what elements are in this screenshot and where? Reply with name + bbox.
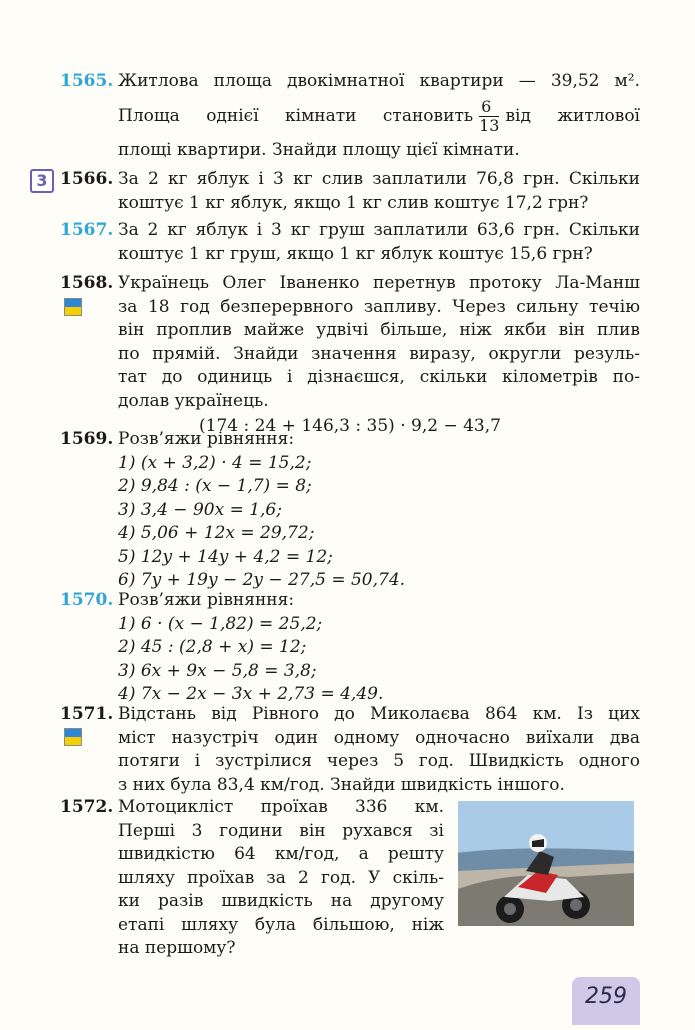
problem-1571: [60, 703, 640, 795]
text-line: тат до одиниць і дізнаєшся, скільки кілометрів по-: [118, 367, 640, 387]
text-line: він проплив майже удвічі більше, ніж якби він плив: [118, 320, 640, 340]
problem-text: [118, 272, 640, 439]
text-line-fraction: Площа однієї кімнати становить $\frac{6}{13}$ від житлової: [118, 96, 640, 135]
list-item: 6) 7y + 19y − 2y − 27,5 = 50,74.: [118, 570, 406, 590]
problem-text: [118, 796, 444, 961]
problem-text: [118, 168, 640, 215]
problem-number: 1570.: [60, 590, 114, 610]
list-item: 4) 7x − 2x − 3x + 2,73 = 4,49.: [118, 684, 384, 704]
text-line: Мотоцикліст проїхав 336 км.: [118, 797, 444, 817]
text-line: міст назустріч один одному одночасно виїхали два: [118, 727, 640, 748]
text-line: потяги і зустрілися через 5 год. Швидкість одного: [118, 751, 640, 771]
problem-text: [118, 428, 640, 593]
ukraine-flag-icon: [64, 728, 82, 746]
problem-1566: [60, 168, 640, 213]
motorcycle-illustration: [458, 801, 634, 926]
list-item: 4) 5,06 + 12x = 29,72;: [118, 523, 315, 543]
text-line: етапі шляху була більшою, ніж: [118, 914, 444, 935]
problem-number: 1565.: [60, 71, 114, 91]
ukraine-flag-icon: [64, 298, 82, 316]
problem-text: [118, 219, 640, 266]
list-item: 2) 9,84 : (x − 1,7) = 8;: [118, 476, 312, 496]
text-line: Житлова площа двокімнатної квартири — 39,52 м².: [118, 71, 640, 91]
problem-number: 1566.: [60, 169, 114, 189]
list-item: 1) (x + 3,2) · 4 = 15,2;: [118, 452, 312, 473]
list-item: 5) 12y + 14y + 4,2 = 12;: [118, 546, 333, 567]
problem-title: Розв’яжи рівняння:: [118, 590, 295, 610]
text-line: швидкістю 64 км/год, а решту: [118, 844, 444, 864]
text-line: шляху проїхав за 2 год. У скіль-: [118, 867, 444, 888]
text-line: За 2 кг яблук і 3 кг слив заплатили 76,8 грн. Скільки: [118, 169, 640, 189]
text-line: долав українець.: [118, 390, 269, 411]
problem-1568: [60, 272, 640, 436]
text-line: ки разів швидкість на другому: [118, 891, 444, 911]
text-line: за 18 год безперервного запливу. Через сильну течію: [118, 296, 640, 317]
equation-list: [118, 452, 640, 593]
problem-1572: [60, 796, 445, 958]
text-line: на першому?: [118, 938, 236, 958]
page-number: 259: [585, 984, 627, 1009]
problem-number: 1568.: [60, 273, 114, 293]
text-line: площі квартири. Знайди площу цієї кімнати.: [118, 139, 520, 160]
problem-number: 1569.: [60, 429, 114, 449]
text-line: по прямій. Знайди значення виразу, округли резуль-: [118, 343, 640, 364]
list-item: 3) 6x + 9x − 5,8 = 3,8;: [118, 660, 317, 681]
motorcyclist-photo: [458, 801, 634, 926]
text-line: Українець Олег Іваненко перетнув протоку Ла-Манш: [118, 273, 640, 293]
problem-number: 1571.: [60, 704, 114, 724]
list-item: 2) 45 : (2,8 + x) = 12;: [118, 637, 307, 657]
problem-text: [118, 703, 640, 797]
problem-1569: [60, 428, 640, 590]
problem-1570: [60, 589, 640, 704]
problem-number: 1572.: [60, 797, 114, 817]
problem-text: [118, 70, 640, 162]
problem-text: [118, 589, 640, 707]
text-line: коштує 1 кг груш, якщо 1 кг яблук коштує 15,6 грн?: [118, 243, 593, 264]
problem-1567: [60, 219, 640, 264]
fraction: $\frac{6}{13}$: [479, 96, 500, 135]
text-line: За 2 кг яблук і 3 кг груш заплатили 63,6 грн. Скільки: [118, 220, 640, 240]
problem-1565: [60, 70, 640, 160]
expression: (174 : 24 + 146,3 : 35) · 9,2 − 43,7: [199, 416, 501, 436]
equation-list: [118, 613, 640, 707]
problem-title: Розв’яжи рівняння:: [118, 429, 295, 449]
text-line: Відстань від Рівного до Миколаєва 864 км. Із цих: [118, 704, 640, 724]
text-line: з них була 83,4 км/год. Знайди швидкість іншого.: [118, 774, 565, 795]
problem-number: 1567.: [60, 220, 114, 240]
text-line: коштує 1 кг яблук, якщо 1 кг слив коштує 17,2 грн?: [118, 192, 589, 213]
text-line: Перші 3 години він рухався зі: [118, 820, 444, 841]
level-badge-icon: 3: [30, 169, 54, 193]
list-item: 3) 3,4 − 90x = 1,6;: [118, 499, 282, 520]
list-item: 1) 6 · (x − 1,82) = 25,2;: [118, 613, 323, 634]
